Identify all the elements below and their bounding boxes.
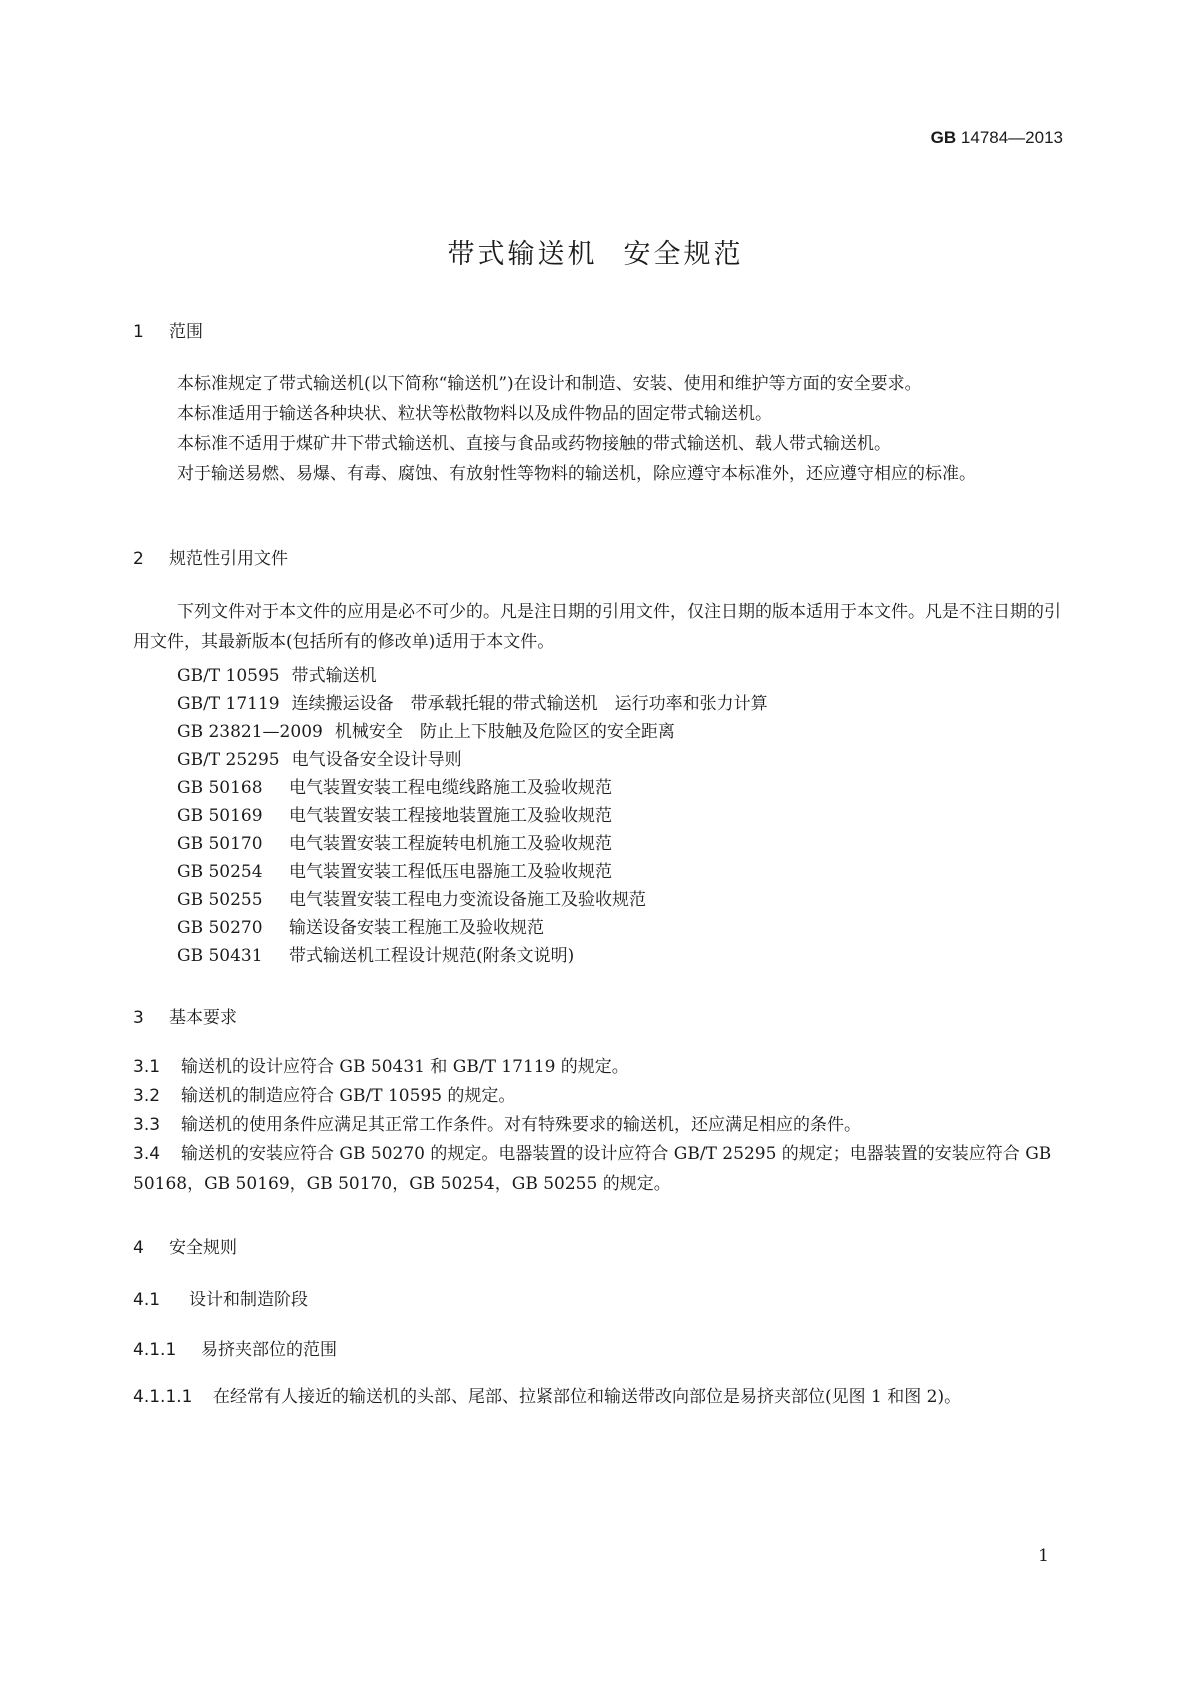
section-number: 2 bbox=[133, 549, 144, 569]
reference-item bbox=[177, 829, 612, 854]
subsection-4-1-heading bbox=[133, 1285, 308, 1310]
reference-item bbox=[177, 941, 574, 966]
section-2-heading bbox=[133, 544, 288, 569]
clause-number: 3.3 bbox=[133, 1115, 161, 1135]
ref-code: GB 50431 bbox=[177, 946, 263, 966]
ref-title: 输送设备安装工程施工及验收规范 bbox=[289, 918, 544, 938]
ref-title: 电气设备安全设计导则 bbox=[291, 750, 462, 770]
ref-code: GB 23821—2009 bbox=[177, 722, 323, 742]
section-4-heading bbox=[133, 1233, 237, 1258]
ref-title: 电气装置安装工程低压电器施工及验收规范 bbox=[289, 862, 612, 882]
section-3-heading bbox=[133, 1003, 237, 1028]
subsection-number: 4.1 bbox=[133, 1290, 161, 1310]
section-title: 安全规则 bbox=[169, 1238, 237, 1258]
section-title: 规范性引用文件 bbox=[169, 549, 288, 569]
ref-title: 带式输送机工程设计规范(附条文说明) bbox=[289, 946, 575, 966]
ref-code: GB 50168 bbox=[177, 778, 263, 798]
paragraph: 下列文件对于本文件的应用是必不可少的。凡是注日期的引用文件，仅注日期的版本适用于本文件。凡是不注日期的引用文件，其最新版本(包括所有的修改单)适用于本文件。 bbox=[133, 602, 1061, 652]
ref-code: GB 50270 bbox=[177, 918, 263, 938]
ref-code: GB/T 17119 bbox=[177, 694, 280, 714]
reference-item bbox=[177, 857, 612, 882]
ref-code: GB/T 10595 bbox=[177, 666, 280, 686]
ref-title: 机械安全 防止上下肢触及危险区的安全距离 bbox=[334, 722, 675, 742]
clause bbox=[133, 1052, 1063, 1082]
clause bbox=[133, 1081, 1063, 1111]
ref-code: GB/T 25295 bbox=[177, 750, 280, 770]
clause-number: 3.4 bbox=[133, 1144, 161, 1164]
subsection-title: 设计和制造阶段 bbox=[189, 1290, 308, 1310]
ref-title: 带式输送机 bbox=[291, 666, 377, 686]
section-title: 基本要求 bbox=[169, 1008, 237, 1028]
title-part-2: 安全规范 bbox=[623, 239, 744, 270]
ref-title: 电气装置安装工程电力变流设备施工及验收规范 bbox=[289, 890, 646, 910]
section-2-intro bbox=[133, 597, 1063, 657]
document-title bbox=[0, 232, 1191, 271]
page-number: 1 bbox=[1038, 1546, 1049, 1566]
ref-code: GB 50255 bbox=[177, 890, 263, 910]
reference-item bbox=[177, 661, 377, 686]
clause-text: 输送机的制造应符合 GB/T 10595 的规定。 bbox=[181, 1086, 516, 1106]
section-number: 4 bbox=[133, 1238, 144, 1258]
section-1-body bbox=[133, 369, 1063, 489]
standard-prefix: GB bbox=[930, 128, 957, 147]
subsection-title: 易挤夹部位的范围 bbox=[201, 1340, 337, 1360]
reference-item bbox=[177, 773, 612, 798]
ref-code: GB 50254 bbox=[177, 862, 263, 882]
reference-item bbox=[177, 885, 646, 910]
reference-item bbox=[177, 689, 768, 714]
clause-text: 输送机的设计应符合 GB 50431 和 GB/T 17119 的规定。 bbox=[181, 1057, 629, 1077]
reference-item bbox=[177, 913, 544, 938]
title-part-1: 带式输送机 bbox=[447, 239, 598, 270]
clause-number: 3.1 bbox=[133, 1057, 161, 1077]
clause-text: 输送机的安装应符合 GB 50270 的规定。电器装置的设计应符合 GB/T 25295 的规定；电器装置的安装应符合 GB 50168，GB 50169，GB 50170，GB 50254，GB 50255 的规定。 bbox=[133, 1144, 1052, 1194]
reference-item bbox=[177, 801, 612, 826]
standard-number: 14784—2013 bbox=[960, 128, 1063, 147]
paragraph: 本标准规定了带式输送机(以下简称“输送机”)在设计和制造、安装、使用和维护等方面的安全要求。 bbox=[177, 374, 922, 394]
ref-code: GB 50170 bbox=[177, 834, 263, 854]
ref-code: GB 50169 bbox=[177, 806, 263, 826]
clause bbox=[133, 1139, 1063, 1199]
clause bbox=[133, 1382, 1063, 1412]
paragraph: 本标准适用于输送各种块状、粒状等松散物料以及成件物品的固定带式输送机。 bbox=[177, 404, 772, 424]
subsection-4-1-1-heading bbox=[133, 1335, 337, 1360]
section-number: 1 bbox=[133, 322, 144, 342]
standard-code bbox=[931, 128, 1063, 148]
reference-item bbox=[177, 717, 675, 742]
subsection-number: 4.1.1 bbox=[133, 1340, 177, 1360]
ref-title: 电气装置安装工程接地装置施工及验收规范 bbox=[289, 806, 612, 826]
reference-item bbox=[177, 745, 462, 770]
paragraph: 对于输送易燃、易爆、有毒、腐蚀、有放射性等物料的输送机，除应遵守本标准外，还应遵守相应的标准。 bbox=[177, 464, 976, 484]
paragraph: 本标准不适用于煤矿井下带式输送机、直接与食品或药物接触的带式输送机、载人带式输送机。 bbox=[177, 434, 891, 454]
clause-text: 输送机的使用条件应满足其正常工作条件。对有特殊要求的输送机，还应满足相应的条件。 bbox=[181, 1115, 861, 1135]
clause-number: 3.2 bbox=[133, 1086, 161, 1106]
ref-title: 连续搬运设备 带承载托辊的带式输送机 运行功率和张力计算 bbox=[291, 694, 768, 714]
clause-number: 4.1.1.1 bbox=[133, 1387, 193, 1407]
section-1-heading bbox=[133, 317, 203, 342]
ref-title: 电气装置安装工程电缆线路施工及验收规范 bbox=[289, 778, 612, 798]
section-title: 范围 bbox=[169, 322, 203, 342]
clause-text: 在经常有人接近的输送机的头部、尾部、拉紧部位和输送带改向部位是易挤夹部位(见图 1 和图 2)。 bbox=[213, 1387, 962, 1407]
section-number: 3 bbox=[133, 1008, 144, 1028]
clause bbox=[133, 1110, 1063, 1140]
ref-title: 电气装置安装工程旋转电机施工及验收规范 bbox=[289, 834, 612, 854]
